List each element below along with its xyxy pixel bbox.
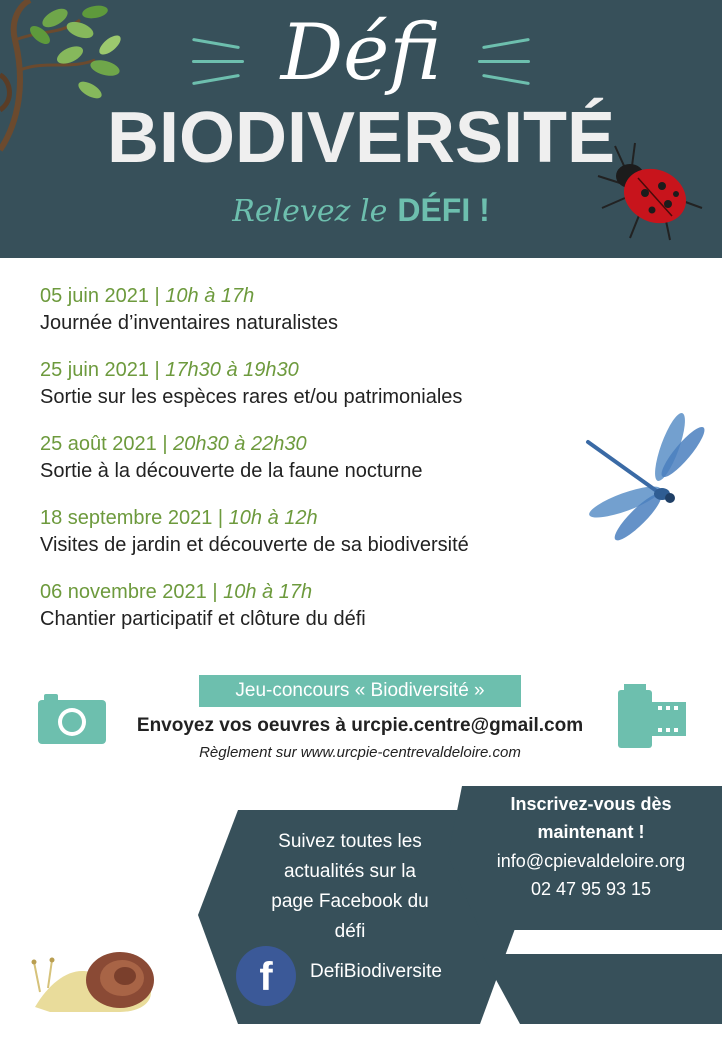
facebook-page-name[interactable]: DefiBiodiversite [310, 961, 442, 982]
event-title: Sortie à la découverte de la faune nocturne [40, 460, 423, 482]
event-separator: | [148, 359, 166, 381]
film-roll-icon [618, 684, 688, 750]
event-title: Journée d’inventaires naturalistes [40, 312, 338, 334]
event-date-line [40, 357, 600, 383]
event-date-line [40, 431, 600, 457]
facebook-text-line: Suivez toutes les [278, 831, 422, 852]
facebook-text-line: page Facebook du [271, 891, 429, 912]
subscribe-heading-line: Inscrivez-vous dès [510, 794, 672, 814]
event-date: 25 juin 2021 [40, 359, 149, 381]
event-time: 10h à 17h [165, 285, 255, 307]
title-script: Défi [280, 8, 442, 98]
subscribe-phone[interactable]: 02 47 95 93 15 [530, 879, 652, 899]
header-banner [0, 0, 722, 258]
tagline-bold: DÉFI ! [397, 192, 490, 228]
subscribe-heading [460, 790, 722, 846]
event-date: 25 août 2021 [40, 433, 157, 455]
event-time: 17h30 à 19h30 [165, 359, 299, 381]
event-date-line [40, 579, 600, 605]
facebook-text-line: actualités sur la [283, 861, 416, 882]
event-time: 20h30 à 22h30 [173, 433, 307, 455]
dragonfly-icon [580, 412, 710, 542]
event-item [40, 505, 600, 579]
contest-label: Jeu-concours « Biodiversité » [199, 675, 521, 707]
ladybug-icon [590, 138, 710, 248]
subscribe-heading-line: maintenant ! [537, 822, 645, 842]
snail-icon [30, 912, 160, 1022]
event-date-line [40, 505, 600, 531]
event-title: Visites de jardin et découverte de sa biodiversité [40, 534, 469, 556]
event-date: 18 septembre 2021 [40, 507, 213, 529]
event-date-line [40, 283, 600, 309]
event-title: Chantier participatif et clôture du défi [40, 608, 366, 630]
facebook-icon[interactable] [236, 946, 296, 1006]
camera-icon [38, 692, 108, 744]
event-time: 10h à 12h [228, 507, 318, 529]
facebook-invite-text [240, 827, 460, 947]
event-separator: | [206, 581, 224, 603]
event-separator: | [212, 507, 229, 529]
leaf-branch-icon [0, 0, 140, 180]
contest-email-line[interactable]: Envoyez vos oeuvres à urcpie.centre@gmail.com [136, 715, 584, 736]
facebook-logo-letter: f [259, 955, 273, 999]
contest-rules-link[interactable]: Règlement sur www.urcpie-centrevaldeloire.com [199, 744, 521, 761]
event-item [40, 431, 600, 505]
event-date: 05 juin 2021 [40, 285, 149, 307]
event-date: 06 novembre 2021 [40, 581, 207, 603]
events-list [40, 283, 600, 653]
page-title: BIODIVERSITÉ [106, 98, 616, 178]
event-time: 10h à 17h [223, 581, 313, 603]
event-separator: | [148, 285, 166, 307]
tagline-script: Relevez le [232, 194, 388, 229]
facebook-text-line: défi [334, 921, 366, 942]
event-separator: | [156, 433, 174, 455]
event-title: Sortie sur les espèces rares et/ou patrimoniales [40, 386, 463, 408]
event-item [40, 357, 600, 431]
bottom-hexagon [482, 954, 722, 1024]
event-item [40, 579, 600, 653]
event-item [40, 283, 600, 357]
subscribe-email[interactable]: info@cpievaldeloire.org [496, 851, 686, 871]
